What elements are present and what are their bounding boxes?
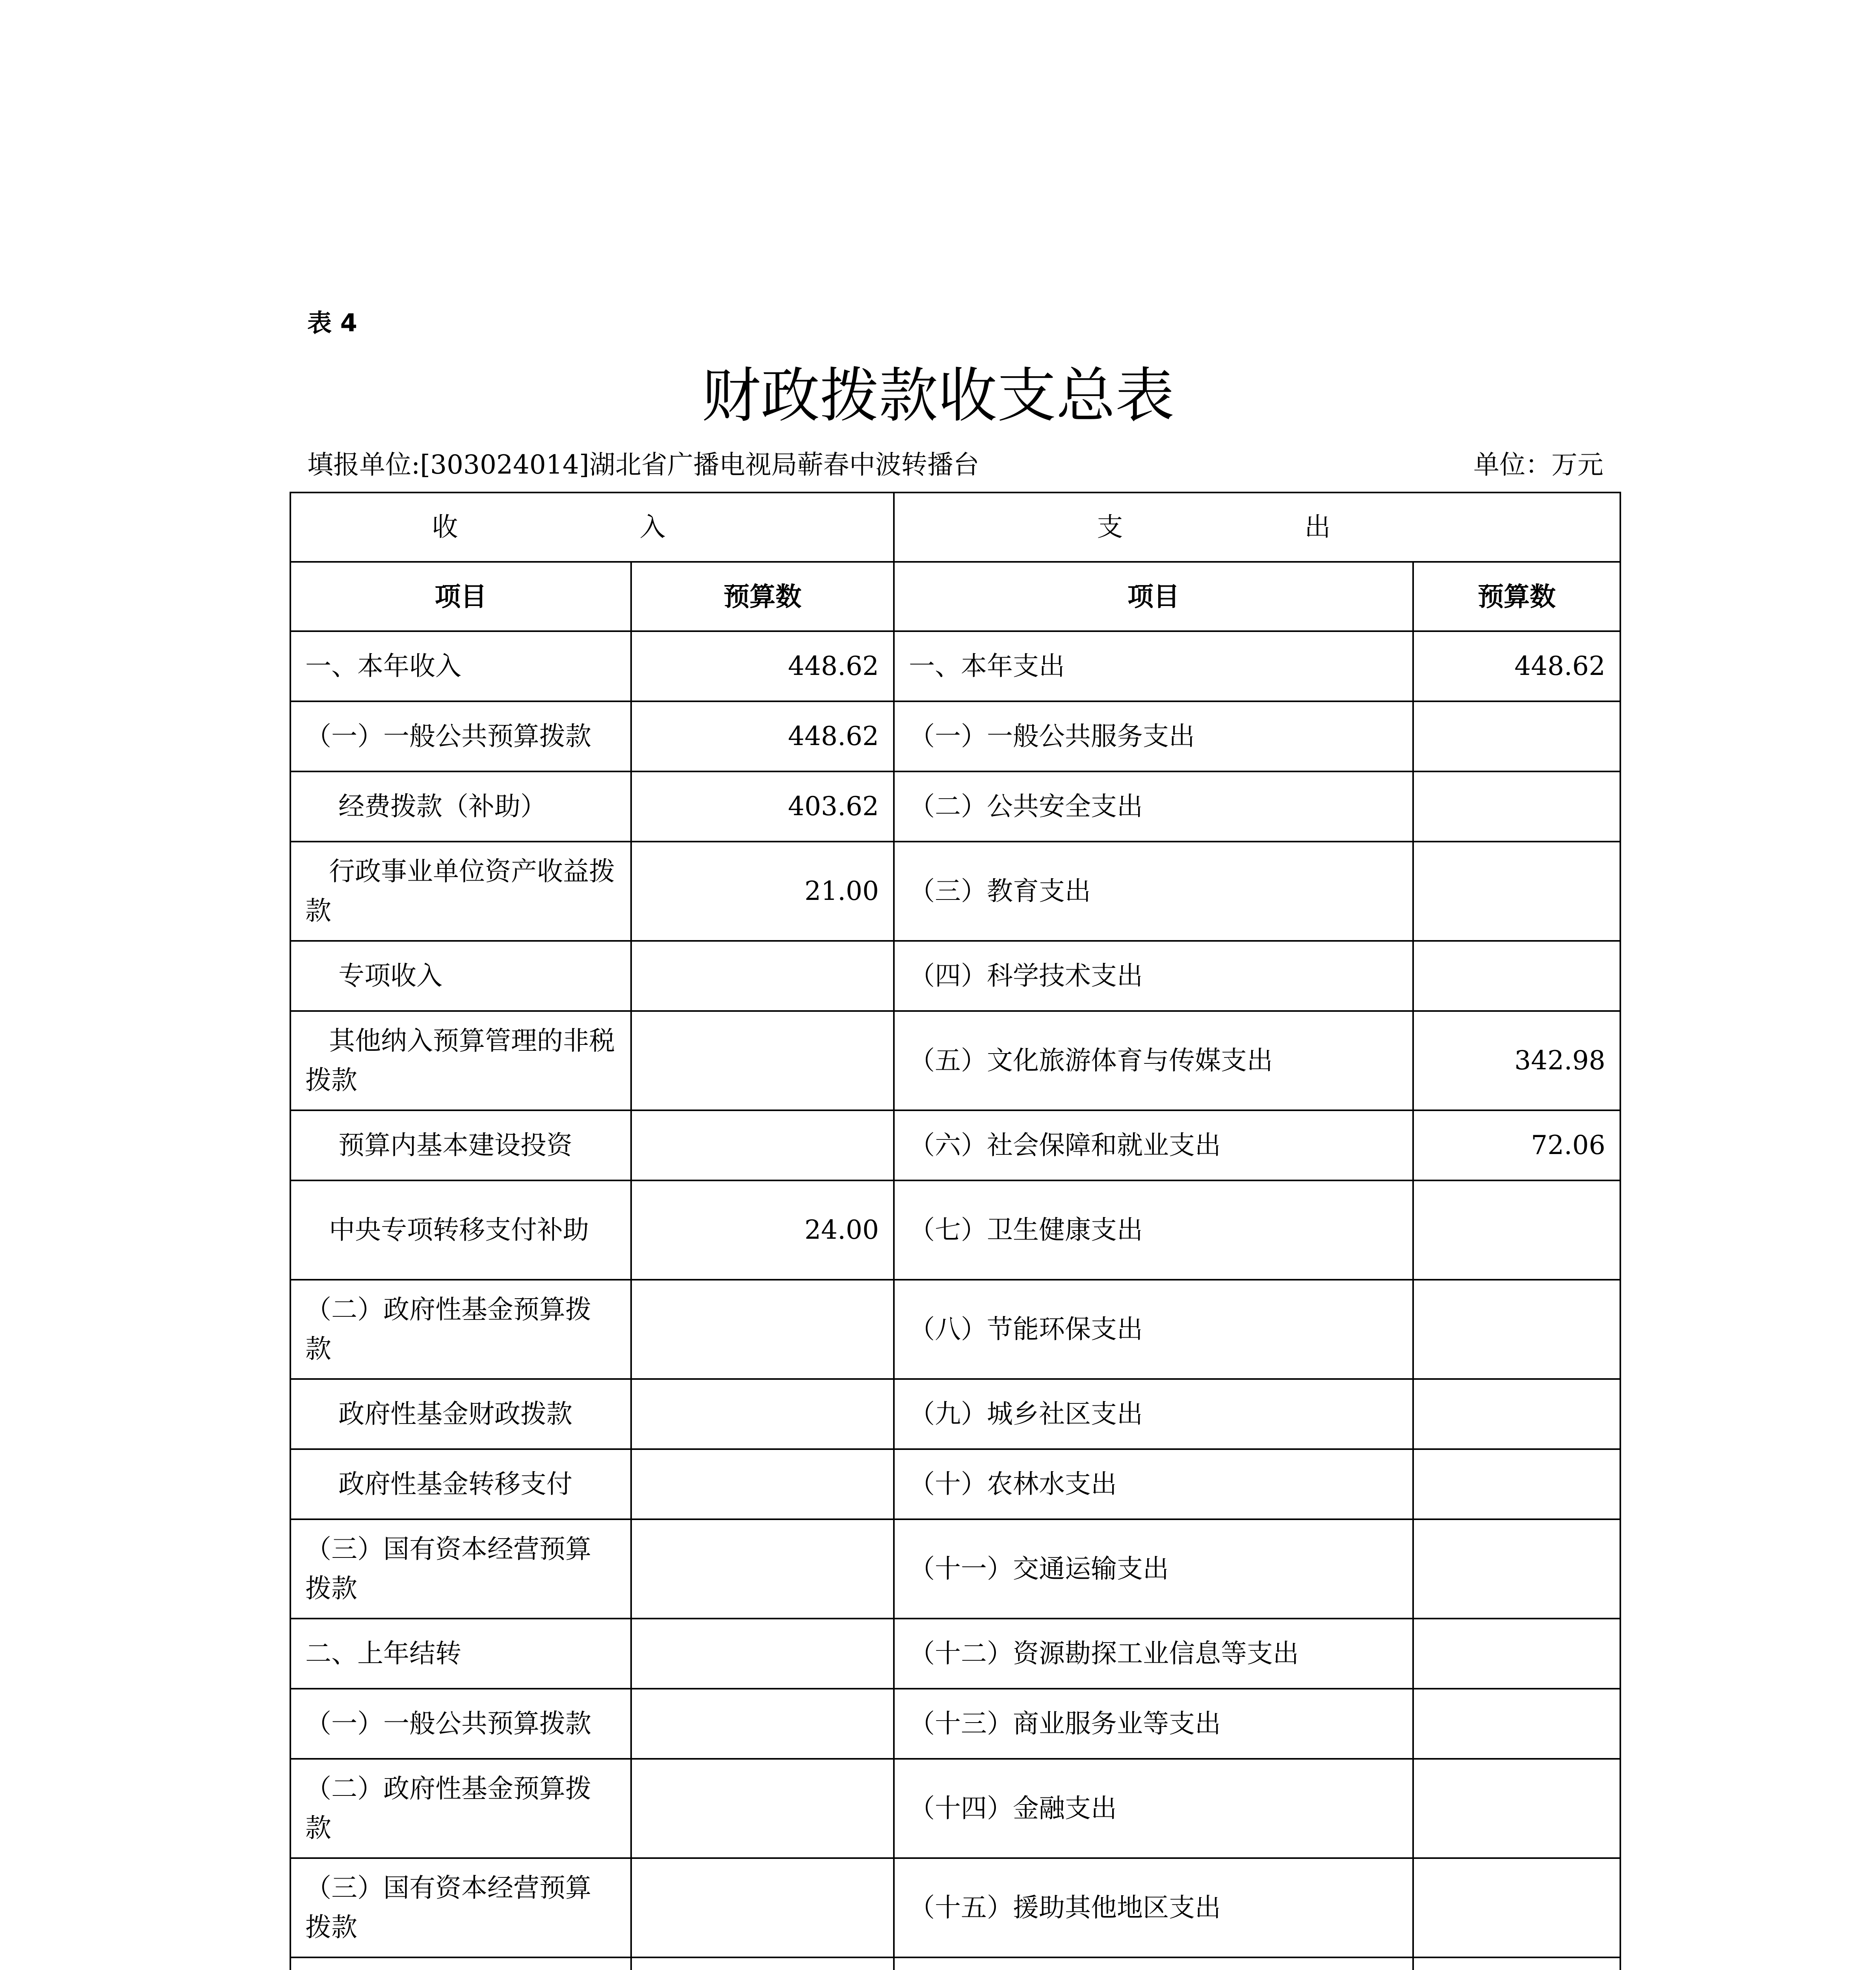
expense-value xyxy=(1413,1858,1620,1957)
income-value xyxy=(631,1759,894,1858)
expense-item: （一）一般公共服务支出 xyxy=(894,701,1413,771)
expense-item xyxy=(894,1957,1413,1970)
table-row xyxy=(290,1180,1620,1280)
expense-item: （六）社会保障和就业支出 xyxy=(894,1110,1413,1180)
expense-item: （四）科学技术支出 xyxy=(894,941,1413,1011)
income-item: 其他纳入预算管理的非税拨款 xyxy=(290,1011,631,1110)
expense-item: （七）卫生健康支出 xyxy=(894,1180,1413,1280)
income-value xyxy=(631,1011,894,1110)
table-row xyxy=(290,631,1620,701)
income-value xyxy=(631,1519,894,1619)
income-value xyxy=(631,1619,894,1689)
income-value: 448.62 xyxy=(631,631,894,701)
expense-budget-header: 预算数 xyxy=(1413,562,1620,631)
income-value xyxy=(631,941,894,1011)
expense-header: 支 出 xyxy=(894,492,1620,562)
table-row xyxy=(290,1449,1620,1519)
money-unit: 单位：万元 xyxy=(1473,450,1603,480)
expense-item: （二）公共安全支出 xyxy=(894,771,1413,842)
income-value xyxy=(631,1110,894,1180)
expense-value xyxy=(1413,1689,1620,1759)
expense-value xyxy=(1413,842,1620,941)
income-item: 二、上年结转 xyxy=(290,1619,631,1689)
expense-item: （十四）金融支出 xyxy=(894,1759,1413,1858)
income-item: 政府性基金财政拨款 xyxy=(290,1379,631,1449)
income-value: 21.00 xyxy=(631,842,894,941)
expense-item: （八）节能环保支出 xyxy=(894,1280,1413,1379)
expense-value xyxy=(1413,941,1620,1011)
expense-value xyxy=(1413,1180,1620,1280)
table-row xyxy=(290,1519,1620,1619)
expense-item: （九）城乡社区支出 xyxy=(894,1379,1413,1449)
expense-value: 72.06 xyxy=(1413,1110,1620,1180)
table-row xyxy=(290,1759,1620,1858)
table-row xyxy=(290,1110,1620,1180)
table-row xyxy=(290,771,1620,842)
table-row xyxy=(290,941,1620,1011)
expense-value xyxy=(1413,1519,1620,1619)
expense-item: （十三）商业服务业等支出 xyxy=(894,1689,1413,1759)
table-row xyxy=(290,1957,1620,1970)
expense-value xyxy=(1413,1379,1620,1449)
table-row xyxy=(290,1858,1620,1957)
table-row xyxy=(290,1379,1620,1449)
income-value xyxy=(631,1858,894,1957)
expense-value xyxy=(1413,701,1620,771)
income-item-header: 项目 xyxy=(290,562,631,631)
income-value: 403.62 xyxy=(631,771,894,842)
expense-item: （十一）交通运输支出 xyxy=(894,1519,1413,1619)
income-item: 专项收入 xyxy=(290,941,631,1011)
income-value xyxy=(631,1689,894,1759)
income-item xyxy=(290,1957,631,1970)
income-value xyxy=(631,1280,894,1379)
income-item: （二）政府性基金预算拨款 xyxy=(290,1280,631,1379)
expense-value xyxy=(1413,771,1620,842)
expense-value: 342.98 xyxy=(1413,1011,1620,1110)
income-item: 一、本年收入 xyxy=(290,631,631,701)
budget-table xyxy=(290,492,1621,1970)
income-value xyxy=(631,1957,894,1970)
expense-value: 448.62 xyxy=(1413,631,1620,701)
table-row xyxy=(290,1011,1620,1110)
table-row xyxy=(290,701,1620,771)
income-item: （一）一般公共预算拨款 xyxy=(290,1689,631,1759)
income-item: 政府性基金转移支付 xyxy=(290,1449,631,1519)
table-number: 表 4 xyxy=(307,309,357,337)
income-value: 448.62 xyxy=(631,701,894,771)
income-value xyxy=(631,1379,894,1449)
expense-value xyxy=(1413,1280,1620,1379)
expense-item: （十五）援助其他地区支出 xyxy=(894,1858,1413,1957)
table-row xyxy=(290,1689,1620,1759)
table-row xyxy=(290,1280,1620,1379)
income-item: 经费拨款（补助） xyxy=(290,771,631,842)
page-title: 财政拨款收支总表 xyxy=(701,362,1174,430)
expense-item: （十二）资源勘探工业信息等支出 xyxy=(894,1619,1413,1689)
expense-value xyxy=(1413,1759,1620,1858)
income-item: 中央专项转移支付补助 xyxy=(290,1180,631,1280)
income-item: （二）政府性基金预算拨款 xyxy=(290,1759,631,1858)
report-meta xyxy=(307,447,1619,483)
income-value: 24.00 xyxy=(631,1180,894,1280)
expense-item: （三）教育支出 xyxy=(894,842,1413,941)
reporting-unit: 填报单位:[303024014]湖北省广播电视局蕲春中波转播台 xyxy=(307,450,979,480)
table-row xyxy=(290,1619,1620,1689)
income-header: 收 入 xyxy=(290,492,894,562)
income-value xyxy=(631,1449,894,1519)
expense-item: 一、本年支出 xyxy=(894,631,1413,701)
income-item: （一）一般公共预算拨款 xyxy=(290,701,631,771)
expense-item: （五）文化旅游体育与传媒支出 xyxy=(894,1011,1413,1110)
expense-item-header: 项目 xyxy=(894,562,1413,631)
expense-item: （十）农林水支出 xyxy=(894,1449,1413,1519)
income-budget-header: 预算数 xyxy=(631,562,894,631)
income-item: （三）国有资本经营预算拨款 xyxy=(290,1858,631,1957)
section-header-row xyxy=(290,492,1620,562)
expense-value xyxy=(1413,1619,1620,1689)
column-header-row xyxy=(290,562,1620,631)
income-item: （三）国有资本经营预算拨款 xyxy=(290,1519,631,1619)
income-item: 行政事业单位资产收益拨款 xyxy=(290,842,631,941)
expense-value xyxy=(1413,1449,1620,1519)
expense-value xyxy=(1413,1957,1620,1970)
income-item: 预算内基本建设投资 xyxy=(290,1110,631,1180)
table-row xyxy=(290,842,1620,941)
